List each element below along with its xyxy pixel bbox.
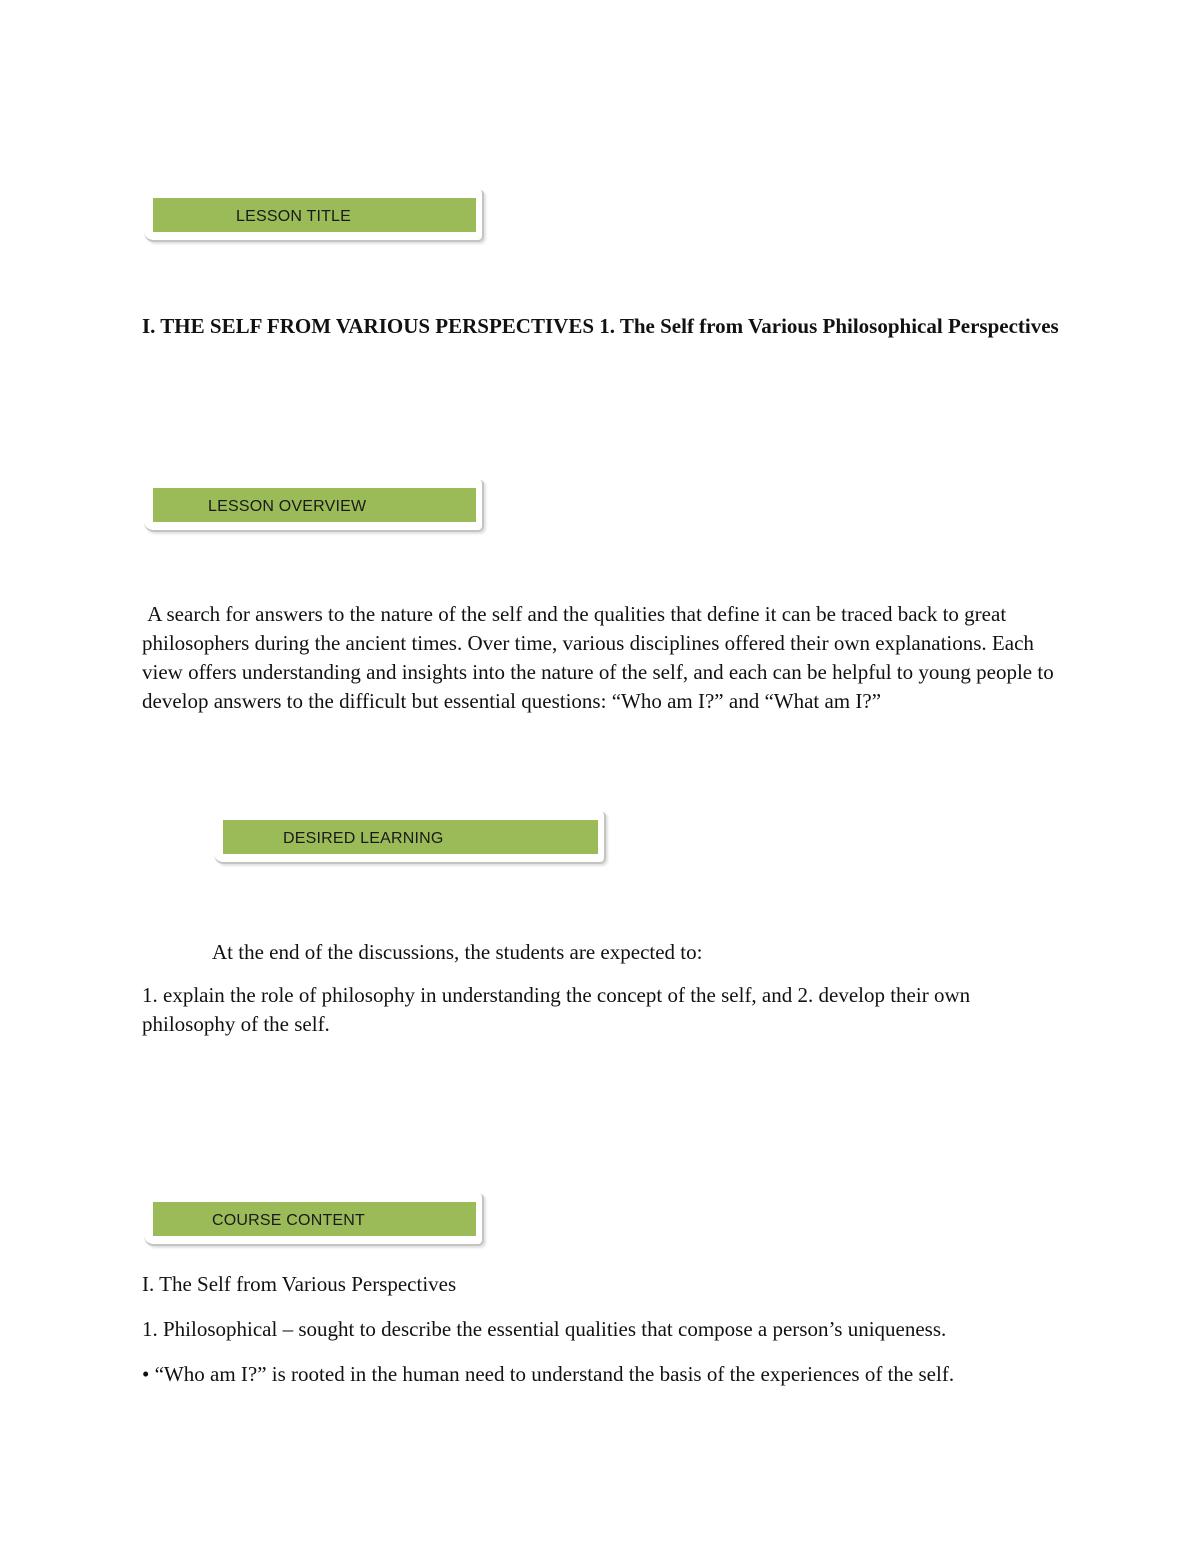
course-content-heading: I. The Self from Various Perspectives <box>142 1272 457 1296</box>
lesson-title-label: LESSON TITLE <box>236 208 352 225</box>
lesson-title-banner <box>144 190 484 242</box>
course-content-banner <box>144 1194 484 1246</box>
desired-learning-items: 1. explain the role of philosophy in understanding the concept of the self, and 2. develop their own philosophy of the self. <box>142 983 971 1036</box>
course-content-bullet: • “Who am I?” is rooted in the human need to understand the basis of the experiences of the self. <box>142 1362 955 1386</box>
lesson-overview-banner <box>144 480 484 532</box>
lesson-overview-label: LESSON OVERVIEW <box>208 498 367 515</box>
course-content-item: 1. Philosophical – sought to describe the essential qualities that compose a person’s uniqueness. <box>142 1317 947 1341</box>
desired-learning-intro: At the end of the discussions, the students are expected to: <box>212 940 703 964</box>
desired-learning-label: DESIRED LEARNING <box>283 830 444 847</box>
lesson-overview-paragraph: A search for answers to the nature of the self and the qualities that define it can be traced back to great philosophers during the ancient times. Over time, various disciplines offered their own explanations. Each view offers understanding and insights into the nature of the self, and each can be helpful to young people to develop answers to the difficult but essential questions: “Who am I?” and “What am I?” <box>142 602 1059 713</box>
desired-learning-banner <box>214 812 606 864</box>
course-content-label: COURSE CONTENT <box>212 1212 366 1229</box>
lesson-title-text: I. THE SELF FROM VARIOUS PERSPECTIVES 1. The Self from Various Philosophical Perspectives <box>142 314 1059 338</box>
